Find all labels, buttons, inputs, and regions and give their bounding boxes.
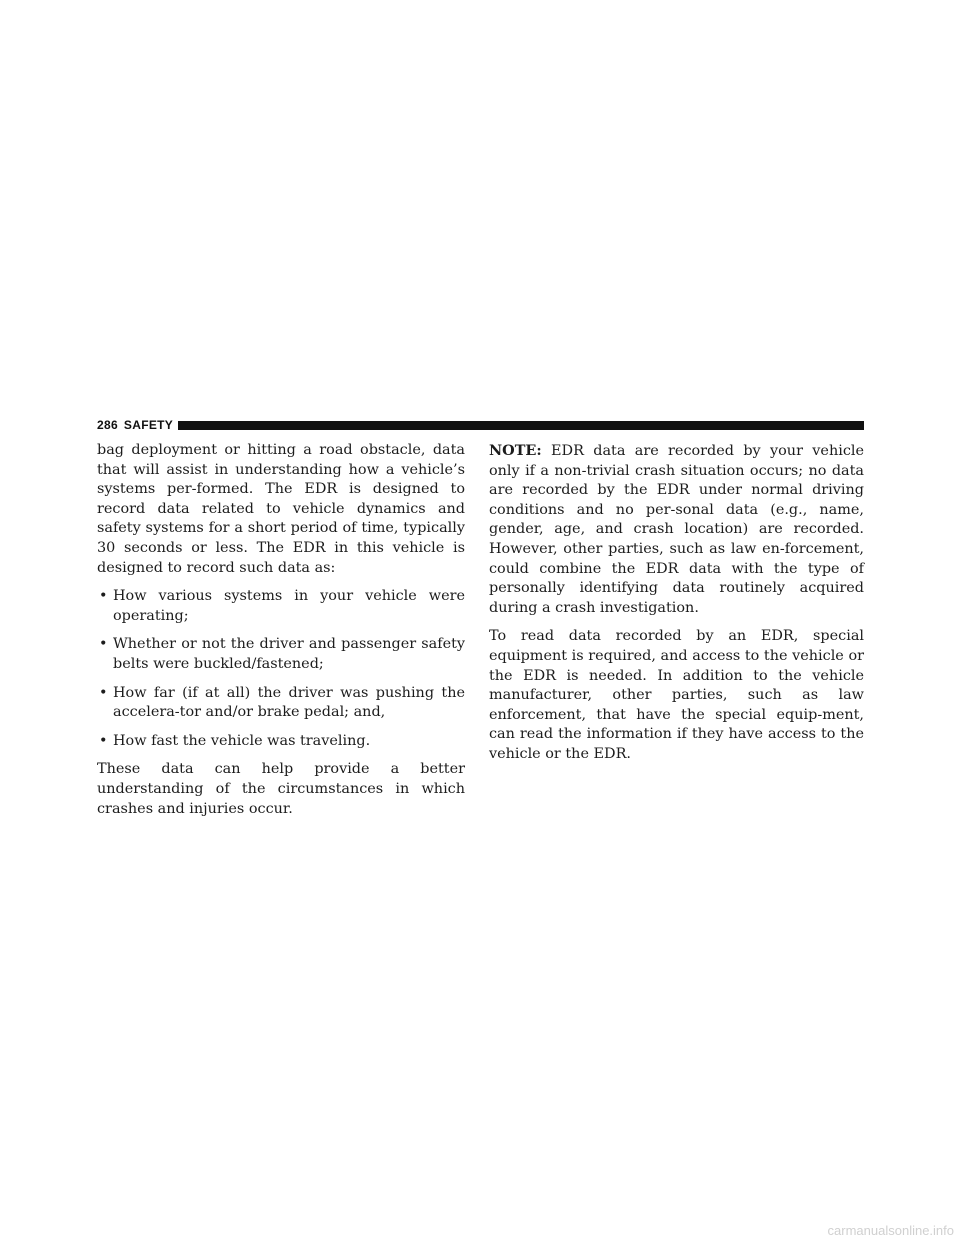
section-title: SAFETY (123, 418, 174, 432)
page-number: 286 (97, 418, 118, 432)
edr-data-list (97, 587, 465, 751)
page-header-label (97, 418, 178, 432)
header-rule (178, 421, 864, 430)
list-item: • How far (if at all) the driver was pushing the accelera-tor and/or brake pedal; and, (97, 684, 465, 723)
list-item: • How various systems in your vehicle were operating; (97, 587, 465, 626)
edr-access-paragraph: To read data recorded by an EDR, special equipment is required, and access to the vehicle or the EDR is needed. In addition to the vehicle manufacturer, other parties, such as law enforcement, that have the special equip-ment, can read the information if they have access to the vehicle or the EDR. (489, 628, 864, 762)
note-label: NOTE: (489, 442, 542, 459)
left-column (97, 441, 465, 828)
closing-paragraph: These data can help provide a better understanding of the circumstances in which crashes and injuries occur. (97, 761, 465, 817)
right-column (489, 441, 864, 774)
list-item: • How fast the vehicle was traveling. (97, 732, 465, 752)
intro-paragraph: bag deployment or hitting a road obstacle, data that will assist in understanding how a vehicle’s systems per-formed. The EDR is designed to record data related to vehicle dynamics and safety systems for a short period of time, typically 30 seconds or less. The EDR in this vehicle is designed to record such data as: (97, 442, 465, 576)
watermark: carmanualsonline.info (827, 1223, 954, 1238)
note-paragraph (489, 441, 864, 618)
page-header (97, 417, 864, 433)
note-text: EDR data are recorded by your vehicle only if a non-trivial crash situation occurs; no data are recorded by the EDR under normal driving conditions and no per-sonal data (e.g., name, gender, age, and crash location) are recorded. However, other parties, such as law en-forcement, could combine the EDR data with the type of personally identifying data routinely acquired during a crash investigation. (489, 443, 864, 616)
list-item: • Whether or not the driver and passenger safety belts were buckled/fastened; (97, 635, 465, 674)
